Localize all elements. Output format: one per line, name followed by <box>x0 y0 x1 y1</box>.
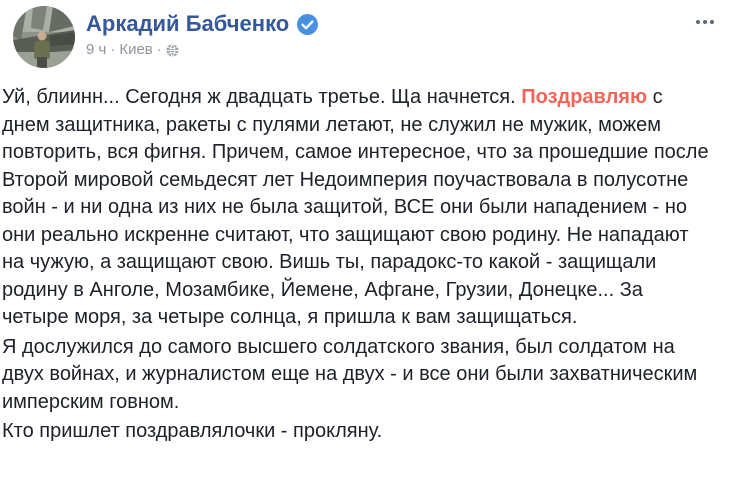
post-paragraph <box>2 84 713 332</box>
more-options-icon[interactable] <box>691 16 716 28</box>
avatar[interactable] <box>13 6 75 68</box>
meta-separator: · <box>156 41 162 58</box>
post-body <box>0 68 729 446</box>
timestamp[interactable]: 9 ч <box>86 41 107 58</box>
congrats-highlight-text[interactable]: Поздравляю <box>521 86 648 108</box>
post-meta-row <box>86 42 318 57</box>
public-globe-icon <box>166 44 179 57</box>
post-text: с днем защитника, ракеты с пулями летают, не служил не мужик, можем повторить, вся фигня. Причем, самое интересное, что за прошедшие после Второй мировой семьдесят лет Недоимперия поучаствовала в полусотне войн - и ни одна из них не была защитой, ВСЕ они были нападением - но они реально искренне считают, что защищают свою родину. Не нападают на чужую, а защищают свою. Вишь ты, парадокс-то какой - защищали родину в Анголе, Мозамбике, Йемене, Афгане, Грузии, Донецке... За четыре моря, за четыре солнца, я пришла к вам защищаться. <box>2 86 709 328</box>
post-paragraph: Я дослужился до самого высшего солдатского звания, был солдатом на двух войнах, и журналистом еще на двух - и все они были захватническим имперским говном. <box>2 335 698 413</box>
verified-badge-icon <box>297 14 318 35</box>
post-paragraph: Кто пришлет поздравлялочки - прокляну. <box>2 420 383 442</box>
location-link[interactable]: Киев <box>119 41 153 58</box>
post-header <box>0 0 729 68</box>
header-meta <box>86 6 318 57</box>
avatar-photo-icon <box>13 6 75 68</box>
author-name[interactable]: Аркадий Бабченко <box>86 11 290 36</box>
post-text: Уй, блиинн... Сегодня ж двадцать третье. Ща начнется. <box>2 86 522 108</box>
meta-separator: · <box>110 41 116 58</box>
